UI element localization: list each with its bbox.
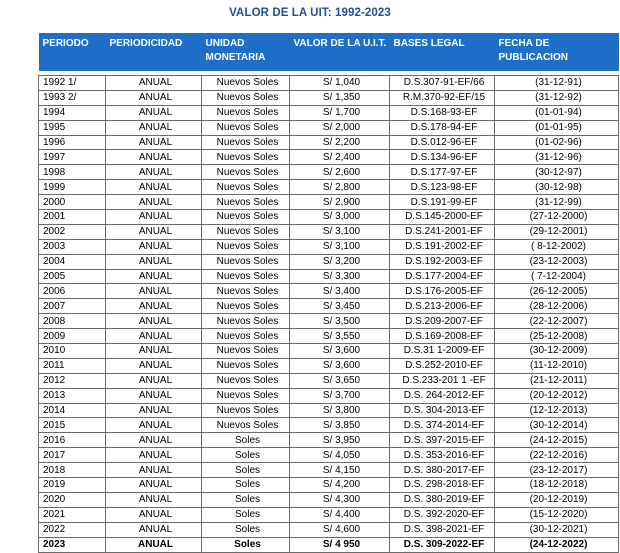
cell-base-legal: D.S.191-99-EF — [390, 195, 495, 210]
table-row — [39, 239, 619, 254]
cell-unidad-monetaria: Nuevos Soles — [202, 403, 290, 418]
cell-fecha-publicacion: (24-12-2022) — [495, 537, 619, 552]
cell-periodo: 2010 — [39, 344, 106, 359]
table-row — [39, 269, 619, 284]
cell-periodo: 2017 — [39, 448, 106, 463]
table-row — [39, 284, 619, 299]
cell-periodo: 2011 — [39, 358, 106, 373]
table-row — [39, 448, 619, 463]
cell-base-legal: D.S. 298-2018-EF — [390, 478, 495, 493]
cell-valor-uit: S/ 4,150 — [290, 463, 390, 478]
cell-unidad-monetaria: Nuevos Soles — [202, 239, 290, 254]
cell-valor-uit: S/ 3,600 — [290, 358, 390, 373]
cell-unidad-monetaria: Soles — [202, 522, 290, 537]
cell-periodicidad: ANUAL — [106, 492, 202, 507]
cell-periodo: 2004 — [39, 254, 106, 269]
cell-periodicidad: ANUAL — [106, 463, 202, 478]
cell-fecha-publicacion: (28-12-2006) — [495, 299, 619, 314]
cell-periodicidad: ANUAL — [106, 358, 202, 373]
cell-base-legal: D.S. 380-2019-EF — [390, 492, 495, 507]
cell-base-legal: D.S.209-2007-EF — [390, 314, 495, 329]
cell-valor-uit: S/ 4,600 — [290, 522, 390, 537]
cell-unidad-monetaria: Nuevos Soles — [202, 254, 290, 269]
table-row — [39, 537, 619, 552]
cell-unidad-monetaria: Soles — [202, 463, 290, 478]
cell-base-legal: D.S.177-2004-EF — [390, 269, 495, 284]
cell-base-legal: D.S.213-2006-EF — [390, 299, 495, 314]
cell-base-legal: D.S.178-94-EF — [390, 120, 495, 135]
cell-periodo: 2006 — [39, 284, 106, 299]
cell-valor-uit: S/ 4,050 — [290, 448, 390, 463]
table-row — [39, 90, 619, 105]
cell-unidad-monetaria: Nuevos Soles — [202, 210, 290, 225]
cell-periodo: 2023 — [39, 537, 106, 552]
cell-valor-uit: S/ 4,400 — [290, 507, 390, 522]
cell-base-legal: D.S. 397-2015-EF — [390, 433, 495, 448]
table-body — [39, 71, 619, 552]
cell-base-legal: D.S.241-2001-EF — [390, 224, 495, 239]
cell-fecha-publicacion: (30-12-97) — [495, 165, 619, 180]
cell-unidad-monetaria: Nuevos Soles — [202, 299, 290, 314]
cell-unidad-monetaria: Nuevos Soles — [202, 373, 290, 388]
cell-fecha-publicacion: (24-12-2015) — [495, 433, 619, 448]
cell-base-legal: D.S.123-98-EF — [390, 180, 495, 195]
cell-fecha-publicacion: (22-12-2016) — [495, 448, 619, 463]
cell-valor-uit: S/ 4,200 — [290, 478, 390, 493]
cell-periodicidad: ANUAL — [106, 195, 202, 210]
cell-valor-uit: S/ 3,600 — [290, 344, 390, 359]
table-row — [39, 195, 619, 210]
cell-fecha-publicacion: (31-12-99) — [495, 195, 619, 210]
header-fecha-publicacion: FECHA DE PUBLICACION — [495, 33, 619, 71]
table-row — [39, 299, 619, 314]
cell-periodicidad: ANUAL — [106, 165, 202, 180]
table-row — [39, 507, 619, 522]
cell-unidad-monetaria: Soles — [202, 492, 290, 507]
cell-unidad-monetaria: Nuevos Soles — [202, 358, 290, 373]
cell-base-legal: D.S.252-2010-EF — [390, 358, 495, 373]
cell-base-legal: D.S.176-2005-EF — [390, 284, 495, 299]
header-bases-legal: BASES LEGAL — [390, 33, 495, 71]
cell-fecha-publicacion: ( 8-12-2002) — [495, 239, 619, 254]
table-row — [39, 418, 619, 433]
cell-periodo: 2008 — [39, 314, 106, 329]
cell-fecha-publicacion: (20-12-2019) — [495, 492, 619, 507]
cell-unidad-monetaria: Nuevos Soles — [202, 314, 290, 329]
cell-base-legal: D.S.31 1-2009-EF — [390, 344, 495, 359]
cell-fecha-publicacion: (25-12-2008) — [495, 329, 619, 344]
cell-unidad-monetaria: Soles — [202, 448, 290, 463]
cell-fecha-publicacion: (31-12-91) — [495, 76, 619, 91]
cell-valor-uit: S/ 2,200 — [290, 135, 390, 150]
cell-valor-uit: S/ 3,200 — [290, 254, 390, 269]
cell-fecha-publicacion: (23-12-2003) — [495, 254, 619, 269]
cell-periodo: 2001 — [39, 210, 106, 225]
cell-fecha-publicacion: ( 7-12-2004) — [495, 269, 619, 284]
cell-valor-uit: S/ 3,300 — [290, 269, 390, 284]
cell-fecha-publicacion: (30-12-2021) — [495, 522, 619, 537]
cell-periodicidad: ANUAL — [106, 344, 202, 359]
cell-periodicidad: ANUAL — [106, 210, 202, 225]
table-row — [39, 210, 619, 225]
cell-periodicidad: ANUAL — [106, 76, 202, 91]
cell-periodicidad: ANUAL — [106, 433, 202, 448]
table-row — [39, 344, 619, 359]
cell-periodo: 2009 — [39, 329, 106, 344]
cell-unidad-monetaria: Nuevos Soles — [202, 120, 290, 135]
cell-valor-uit: S/ 2,800 — [290, 180, 390, 195]
table-row — [39, 388, 619, 403]
cell-periodicidad: ANUAL — [106, 448, 202, 463]
cell-valor-uit: S/ 1,350 — [290, 90, 390, 105]
cell-unidad-monetaria: Nuevos Soles — [202, 105, 290, 120]
cell-periodo: 2014 — [39, 403, 106, 418]
cell-valor-uit: S/ 2,400 — [290, 150, 390, 165]
cell-unidad-monetaria: Nuevos Soles — [202, 418, 290, 433]
cell-periodicidad: ANUAL — [106, 522, 202, 537]
cell-fecha-publicacion: (30-12-2009) — [495, 344, 619, 359]
cell-periodo: 1992 1/ — [39, 76, 106, 91]
cell-fecha-publicacion: (22-12-2007) — [495, 314, 619, 329]
cell-base-legal: D.S.307-91-EF/66 — [390, 76, 495, 91]
table-row — [39, 329, 619, 344]
table-row — [39, 403, 619, 418]
cell-unidad-monetaria: Nuevos Soles — [202, 269, 290, 284]
cell-periodicidad: ANUAL — [106, 105, 202, 120]
cell-periodo: 2005 — [39, 269, 106, 284]
cell-valor-uit: S/ 1,700 — [290, 105, 390, 120]
cell-valor-uit: S/ 2,900 — [290, 195, 390, 210]
header-unidad-monetaria: UNIDAD MONETARIA — [202, 33, 290, 71]
uit-table — [38, 33, 619, 553]
cell-unidad-monetaria: Nuevos Soles — [202, 329, 290, 344]
cell-fecha-publicacion: (26-12-2005) — [495, 284, 619, 299]
cell-valor-uit: S/ 1,040 — [290, 76, 390, 91]
table-row — [39, 373, 619, 388]
cell-base-legal: D.S. 392-2020-EF — [390, 507, 495, 522]
cell-unidad-monetaria: Nuevos Soles — [202, 90, 290, 105]
header-periodo: PERIODO — [39, 33, 106, 71]
cell-periodo: 2019 — [39, 478, 106, 493]
cell-periodo: 1999 — [39, 180, 106, 195]
cell-periodo: 1998 — [39, 165, 106, 180]
cell-base-legal: D.S. 398-2021-EF — [390, 522, 495, 537]
cell-periodo: 1994 — [39, 105, 106, 120]
cell-base-legal: D.S. 309-2022-EF — [390, 537, 495, 552]
cell-fecha-publicacion: (30-12-98) — [495, 180, 619, 195]
cell-periodo: 2020 — [39, 492, 106, 507]
table-row — [39, 150, 619, 165]
cell-periodo: 2012 — [39, 373, 106, 388]
cell-valor-uit: S/ 3,450 — [290, 299, 390, 314]
cell-unidad-monetaria: Nuevos Soles — [202, 224, 290, 239]
cell-unidad-monetaria: Nuevos Soles — [202, 76, 290, 91]
cell-periodicidad: ANUAL — [106, 180, 202, 195]
cell-unidad-monetaria: Soles — [202, 433, 290, 448]
cell-unidad-monetaria: Nuevos Soles — [202, 135, 290, 150]
cell-periodo: 2021 — [39, 507, 106, 522]
cell-periodicidad: ANUAL — [106, 314, 202, 329]
cell-valor-uit: S/ 3,100 — [290, 239, 390, 254]
cell-unidad-monetaria: Nuevos Soles — [202, 388, 290, 403]
cell-periodicidad: ANUAL — [106, 90, 202, 105]
cell-periodo: 1996 — [39, 135, 106, 150]
cell-fecha-publicacion: (27-12-2000) — [495, 210, 619, 225]
cell-fecha-publicacion: (15-12-2020) — [495, 507, 619, 522]
cell-fecha-publicacion: (18-12-2018) — [495, 478, 619, 493]
cell-base-legal: D.S. 264-2012-EF — [390, 388, 495, 403]
cell-periodo: 1997 — [39, 150, 106, 165]
cell-periodicidad: ANUAL — [106, 284, 202, 299]
cell-periodo: 2016 — [39, 433, 106, 448]
cell-periodicidad: ANUAL — [106, 403, 202, 418]
table-row — [39, 463, 619, 478]
cell-base-legal: D.S.169-2008-EF — [390, 329, 495, 344]
cell-valor-uit: S/ 3,000 — [290, 210, 390, 225]
cell-periodo: 2013 — [39, 388, 106, 403]
cell-fecha-publicacion: (01-02-96) — [495, 135, 619, 150]
cell-unidad-monetaria: Nuevos Soles — [202, 195, 290, 210]
cell-base-legal: D.S.233-201 1 -EF — [390, 373, 495, 388]
table-row — [39, 165, 619, 180]
cell-fecha-publicacion: (20-12-2012) — [495, 388, 619, 403]
table-title: VALOR DE LA UIT: 1992-2023 — [229, 7, 391, 19]
cell-periodicidad: ANUAL — [106, 478, 202, 493]
cell-fecha-publicacion: (11-12-2010) — [495, 358, 619, 373]
cell-periodicidad: ANUAL — [106, 329, 202, 344]
cell-fecha-publicacion: (01-01-95) — [495, 120, 619, 135]
table-row — [39, 522, 619, 537]
cell-unidad-monetaria: Nuevos Soles — [202, 284, 290, 299]
table-row — [39, 433, 619, 448]
cell-periodo: 2000 — [39, 195, 106, 210]
cell-base-legal: D.S.145-2000-EF — [390, 210, 495, 225]
cell-unidad-monetaria: Nuevos Soles — [202, 180, 290, 195]
cell-valor-uit: S/ 3,800 — [290, 403, 390, 418]
table-row — [39, 180, 619, 195]
table-row — [39, 314, 619, 329]
table-row — [39, 105, 619, 120]
cell-valor-uit: S/ 3,100 — [290, 224, 390, 239]
cell-fecha-publicacion: (23-12-2017) — [495, 463, 619, 478]
cell-valor-uit: S/ 4,300 — [290, 492, 390, 507]
cell-periodo: 1993 2/ — [39, 90, 106, 105]
cell-base-legal: D.S.192-2003-EF — [390, 254, 495, 269]
cell-valor-uit: S/ 4 950 — [290, 537, 390, 552]
table-row — [39, 135, 619, 150]
cell-periodicidad: ANUAL — [106, 299, 202, 314]
cell-periodo: 1995 — [39, 120, 106, 135]
table-row — [39, 76, 619, 91]
cell-unidad-monetaria: Nuevos Soles — [202, 344, 290, 359]
cell-valor-uit: S/ 3,550 — [290, 329, 390, 344]
cell-periodo: 2018 — [39, 463, 106, 478]
cell-periodicidad: ANUAL — [106, 373, 202, 388]
header-row — [39, 33, 619, 71]
cell-periodicidad: ANUAL — [106, 507, 202, 522]
cell-fecha-publicacion: (12-12-2013) — [495, 403, 619, 418]
cell-periodo: 2007 — [39, 299, 106, 314]
cell-periodicidad: ANUAL — [106, 239, 202, 254]
table-row — [39, 492, 619, 507]
cell-base-legal: D.S.168-93-EF — [390, 105, 495, 120]
cell-periodicidad: ANUAL — [106, 135, 202, 150]
cell-base-legal: D.S.134-96-EF — [390, 150, 495, 165]
cell-unidad-monetaria: Soles — [202, 537, 290, 552]
cell-base-legal: D.S.012-96-EF — [390, 135, 495, 150]
cell-unidad-monetaria: Nuevos Soles — [202, 150, 290, 165]
cell-base-legal: D.S.177-97-EF — [390, 165, 495, 180]
table-header — [39, 33, 619, 71]
cell-valor-uit: S/ 3,650 — [290, 373, 390, 388]
table-row — [39, 358, 619, 373]
cell-valor-uit: S/ 2,000 — [290, 120, 390, 135]
cell-periodo: 2015 — [39, 418, 106, 433]
cell-unidad-monetaria: Soles — [202, 507, 290, 522]
cell-fecha-publicacion: (30-12-2014) — [495, 418, 619, 433]
cell-periodicidad: ANUAL — [106, 120, 202, 135]
cell-fecha-publicacion: (21-12-2011) — [495, 373, 619, 388]
table-row — [39, 478, 619, 493]
cell-fecha-publicacion: (31-12-96) — [495, 150, 619, 165]
cell-periodicidad: ANUAL — [106, 269, 202, 284]
table-row — [39, 254, 619, 269]
cell-periodicidad: ANUAL — [106, 254, 202, 269]
cell-valor-uit: S/ 3,950 — [290, 433, 390, 448]
cell-base-legal: D.S. 353-2016-EF — [390, 448, 495, 463]
table-row — [39, 120, 619, 135]
header-periodicidad: PERIODICIDAD — [106, 33, 202, 71]
cell-periodo: 2002 — [39, 224, 106, 239]
cell-valor-uit: S/ 3,850 — [290, 418, 390, 433]
cell-unidad-monetaria: Nuevos Soles — [202, 165, 290, 180]
cell-base-legal: D.S.191-2002-EF — [390, 239, 495, 254]
header-valor-uit: VALOR DE LA U.I.T. — [290, 33, 390, 71]
table-row — [39, 224, 619, 239]
cell-periodo: 2003 — [39, 239, 106, 254]
cell-base-legal: R.M.370-92-EF/15 — [390, 90, 495, 105]
cell-fecha-publicacion: (29-12-2001) — [495, 224, 619, 239]
cell-periodicidad: ANUAL — [106, 537, 202, 552]
cell-base-legal: D.S. 304-2013-EF — [390, 403, 495, 418]
cell-valor-uit: S/ 2,600 — [290, 165, 390, 180]
cell-periodo: 2022 — [39, 522, 106, 537]
cell-periodicidad: ANUAL — [106, 150, 202, 165]
cell-periodicidad: ANUAL — [106, 388, 202, 403]
cell-periodicidad: ANUAL — [106, 418, 202, 433]
cell-fecha-publicacion: (31-12-92) — [495, 90, 619, 105]
cell-valor-uit: S/ 3,500 — [290, 314, 390, 329]
cell-periodicidad: ANUAL — [106, 224, 202, 239]
cell-unidad-monetaria: Soles — [202, 478, 290, 493]
cell-fecha-publicacion: (01-01-94) — [495, 105, 619, 120]
cell-base-legal: D.S. 380-2017-EF — [390, 463, 495, 478]
cell-base-legal: D.S. 374-2014-EF — [390, 418, 495, 433]
cell-valor-uit: S/ 3,400 — [290, 284, 390, 299]
cell-valor-uit: S/ 3,700 — [290, 388, 390, 403]
